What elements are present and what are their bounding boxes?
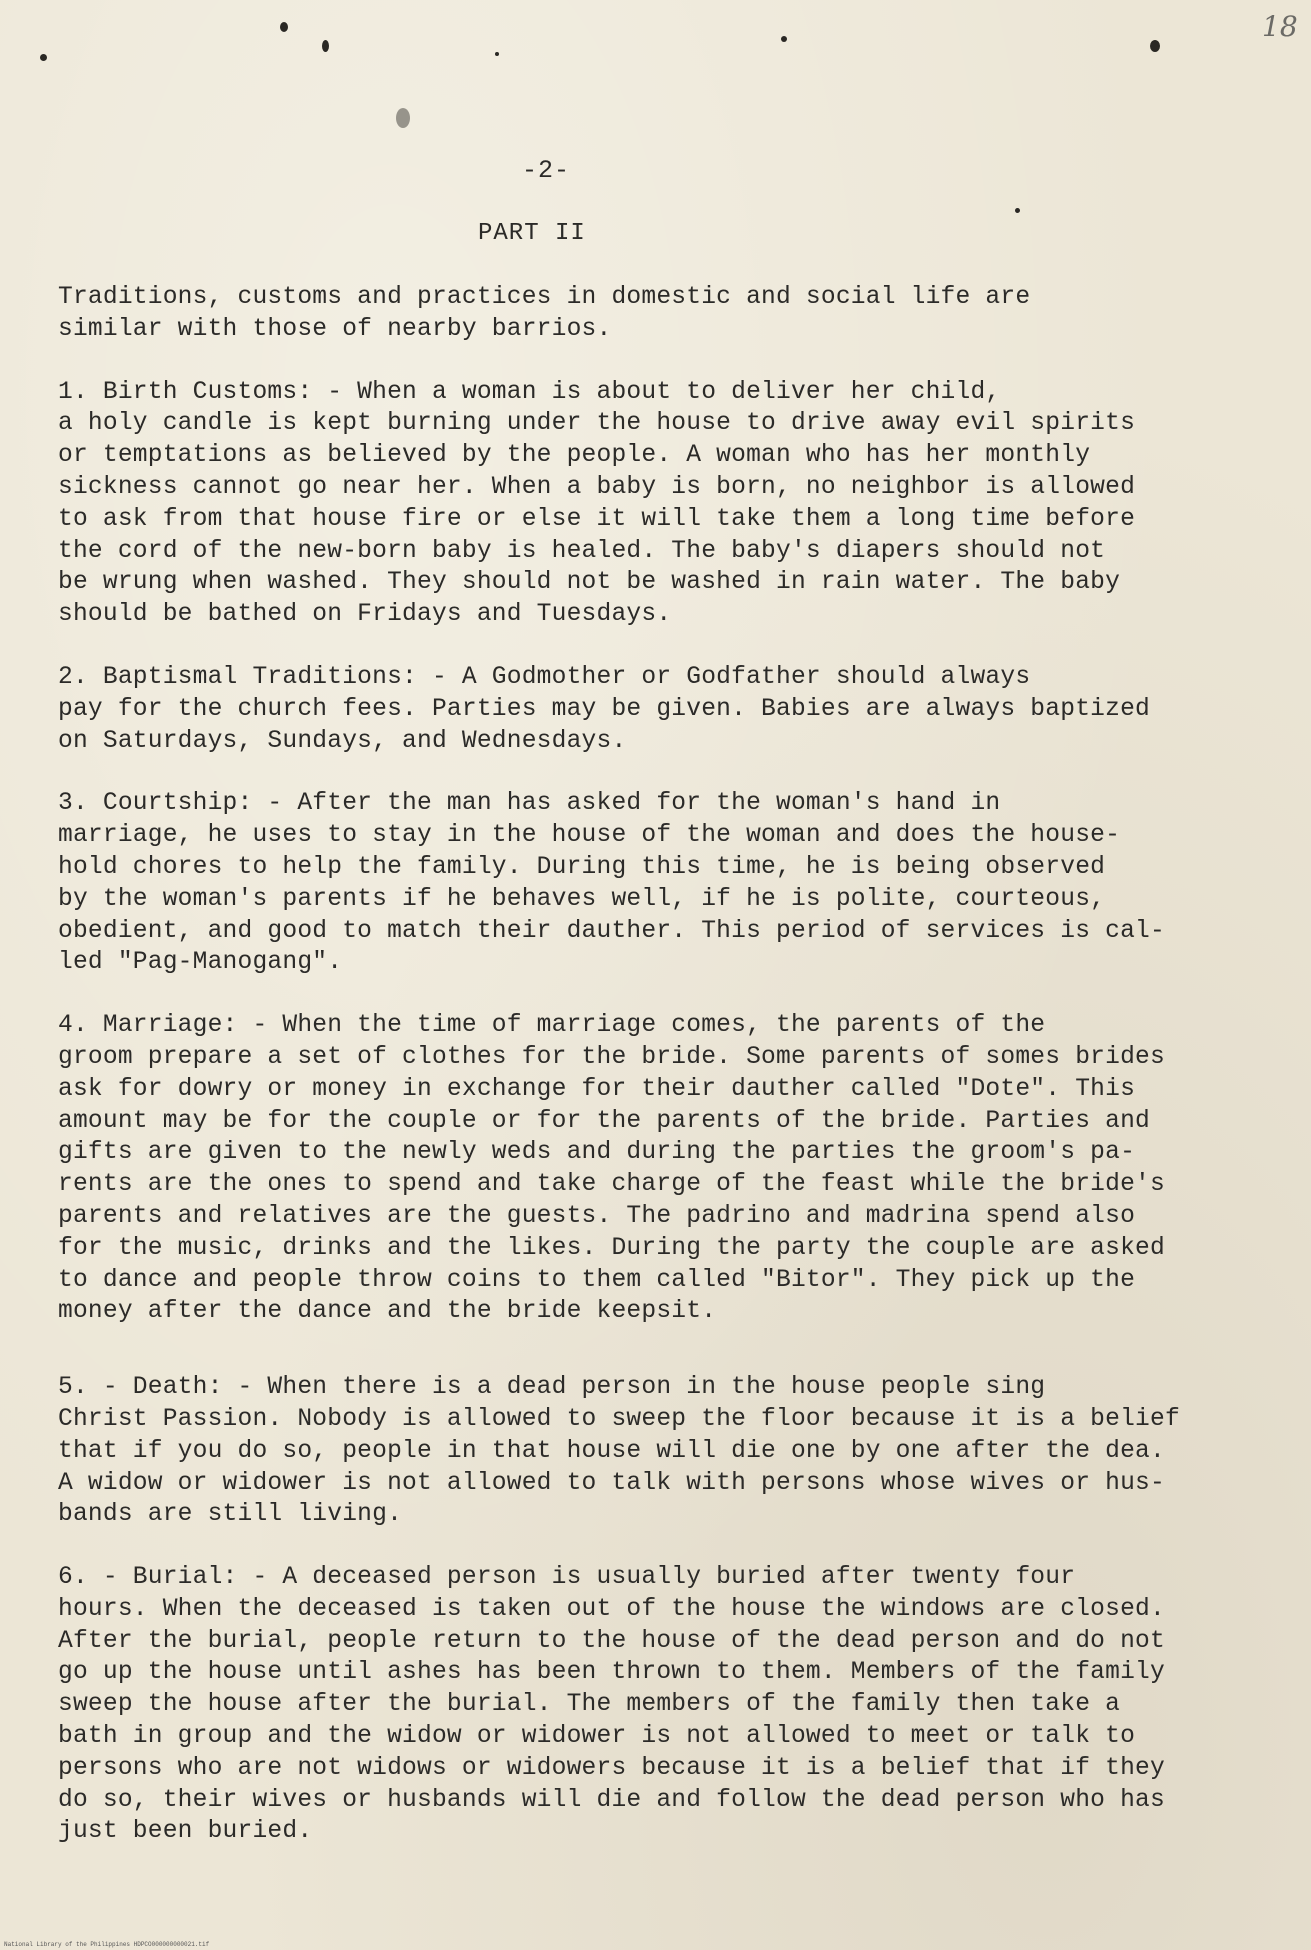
ink-speck xyxy=(1015,208,1020,213)
marriage-paragraph: 4. Marriage: - When the time of marriage comes, the parents of the groom prepare a set of clothes for the bride. Some parents of somes brides ask for dowry or money in exchange for their dauther called "Dote". This amount may be for the couple or for the parents of the bride. Parties and gifts are given to the newly weds and during the parties the groom's pa- rents are the ones to spend and take charge of the feast while the bride's parents and relatives are the guests. The padrino and madrina spend also for the music, drinks and the likes. During the party the couple are asked to dance and people throw coins to them called "Bitor". They pick up the money after the dance and the bride keepsit. xyxy=(58,1012,1165,1326)
ink-speck xyxy=(396,108,410,128)
ink-speck xyxy=(781,36,787,42)
baptismal-traditions-paragraph: 2. Baptismal Traditions: - A Godmother or Godfather should always pay for the church fees. Parties may be given. Babies are always baptized on Saturdays, Sundays, and Wednesdays. xyxy=(58,663,1150,755)
intro-paragraph: Traditions, customs and practices in domestic and social life are similar with those of nearby barrios. xyxy=(58,284,1031,343)
courtship-paragraph: 3. Courtship: - After the man has asked for the woman's hand in marriage, he uses to stay in the house of the woman and does the house- hold chores to help the family. During this time, he is being observed by the woman's parents if he behaves well, if he is polite, courteous, obedient, and good to match their dauther. This period of services is cal- led "Pag-Manogang". xyxy=(58,790,1165,977)
archive-footer-note: National Library of the Philippines HDPCO000000000021.tif xyxy=(4,1941,210,1948)
death-paragraph: 5. - Death: - When there is a dead person in the house people sing Christ Passion. Nobody is allowed to sweep the floor because it is a belief that if you do so, people in that house will die one by one after the dea. A widow or widower is not allowed to talk with persons whose wives or hus- bands are still living. xyxy=(58,1374,1180,1529)
ink-speck xyxy=(1150,40,1160,52)
burial-paragraph: 6. - Burial: - A deceased person is usually buried after twenty four hours. When the deceased is taken out of the house the windows are closed. After the burial, people return to the house of the dead person and do not go up the house until ashes has been thrown to them. Members of the family sweep the house after the burial. The members of the family then take a bath in group and the widow or widower is not allowed to meet or talk to persons who are not widows or widowers because it is a belief that if they do so, their wives or husbands will die and follow the dead person who has just been buried. xyxy=(58,1564,1165,1846)
part-title: PART II xyxy=(478,220,586,247)
birth-customs-paragraph: 1. Birth Customs: - When a woman is about to deliver her child, a holy candle is kept burning under the house to drive away evil spirits or temptations as believed by the people. A woman who has her monthly sickness cannot go near her. When a baby is born, no neighbor is allowed to ask from that house fire or else it will take them a long time before the cord of the new-born baby is healed. The baby's diapers should not be wrung when washed. They should not be washed in rain water. The baby should be bathed on Fridays and Tuesdays. xyxy=(58,378,1136,629)
handwritten-page-mark: 18 xyxy=(1262,10,1298,43)
document-body xyxy=(58,282,1228,1879)
ink-speck xyxy=(40,54,47,61)
ink-speck xyxy=(280,22,288,32)
page-number: -2- xyxy=(522,156,571,185)
ink-speck xyxy=(322,40,329,52)
ink-speck xyxy=(495,52,499,56)
